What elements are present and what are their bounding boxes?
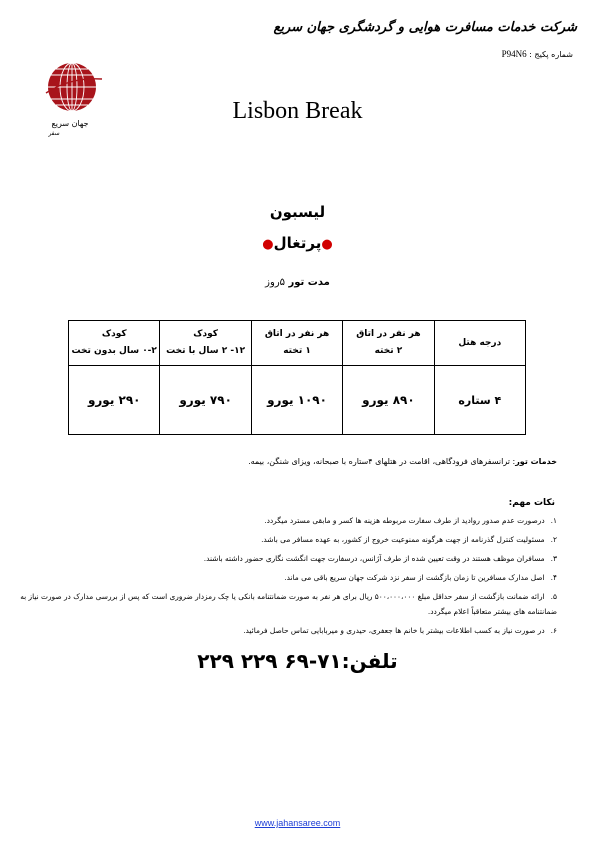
bullet-dot-icon: ● [262,237,274,252]
package-code [502,49,573,59]
globe-logo-icon [40,57,112,137]
website-link[interactable]: www.jahansaree.com [254,818,341,828]
notes-list [17,514,557,643]
price-table [68,320,526,435]
header-double-room: هر نفر در اتاق ۲ تخته [343,321,434,366]
tour-duration [0,277,595,288]
english-title: Lisbon Break [232,98,363,124]
header-infant-no-bed: کودک ۰-۲ سال بدون تخت [69,321,160,366]
country-label: پرتغال [273,234,322,252]
bullet-dot-icon: ● [321,237,333,252]
header-hotel-grade: درجه هتل [434,321,525,366]
phone-label: تلفن: [341,649,398,673]
logo-text: جهان سریع [51,119,89,128]
package-code-value: P94N6 [501,49,527,59]
duration-label: مدت تور [288,277,330,288]
duration-value: ۵روز [265,277,286,288]
package-code-label: شماره پکیج : [529,50,573,59]
list-item: ۶. در صورت نیاز به کسب اطلاعات بیشتر با خانم ها جعفری، حیدری و میربابایی تماس حاصل فرمائید. [243,625,557,635]
contact-phone [0,649,595,673]
header-single-room: هر نفر در اتاق ۱ تخته [251,321,342,366]
list-item: ۲. مسئولیت کنترل گذرنامه از جهت هرگونه ممنوعیت خروج از کشور، به عهده مسافر می باشد. [261,535,557,544]
header-child-with-bed: کودک ۱۲- ۲ سال با تخت [160,321,251,366]
list-item: ۳. مسافران موظف هستند در وقت تعیین شده از طرف آژانس، درسفارت جهت انگشت نگاری حضور داشته باشند. [203,554,557,563]
list-item: ۵. ارائه ضمانت بازگشت از سفر حداقل مبلغ ۵۰۰،۰۰۰،۰۰۰ ریال برای هر نفر به صورت ضمانتنامه بانکی یا چک رمزدار ضروری است که پس از بررسی مدارک در صورت نیاز به ضمانتنامه های بیشتر متعاقباً اعلام میگردد. [20,592,557,616]
country-title [0,234,595,252]
phone-number: ۷۱-۶۹ ۲۲۹ ۲۲۹ [197,649,342,673]
company-logo [40,57,112,137]
tour-services [27,457,557,466]
services-text: : ترانسفرهای فرودگاهی، اقامت در هتلهای ۴ستاره با صبحانه، ویزای شنگن، بیمه. [248,457,516,466]
cell-single-price: ۱۰۹۰ یورو [251,366,342,435]
cell-hotel-grade: ۴ ستاره [434,366,525,435]
cell-infant-price: ۲۹۰ یورو [69,366,160,435]
table-row [69,366,526,435]
list-item: ۴. اصل مدارک مسافرین تا زمان بازگشت از سفر نزد شرکت جهان سریع باقی می ماند. [284,573,557,582]
logo-subtext: سفر [48,130,60,137]
notes-heading: نکات مهم: [508,498,555,508]
company-name: شرکت خدمات مسافرت هوایی و گردشگری جهان سریع [273,20,577,35]
services-label: خدمات تور [515,457,557,466]
list-item: ۱. درصورت عدم صدور روادید از طرف سفارت مربوطه هزینه ها کسر و مابقی مسترد میگردد. [264,516,557,525]
city-title: لیسبون [269,203,326,221]
cell-child-bed-price: ۷۹۰ یورو [160,366,251,435]
table-header-row [69,321,526,366]
cell-double-price: ۸۹۰ یورو [343,366,434,435]
